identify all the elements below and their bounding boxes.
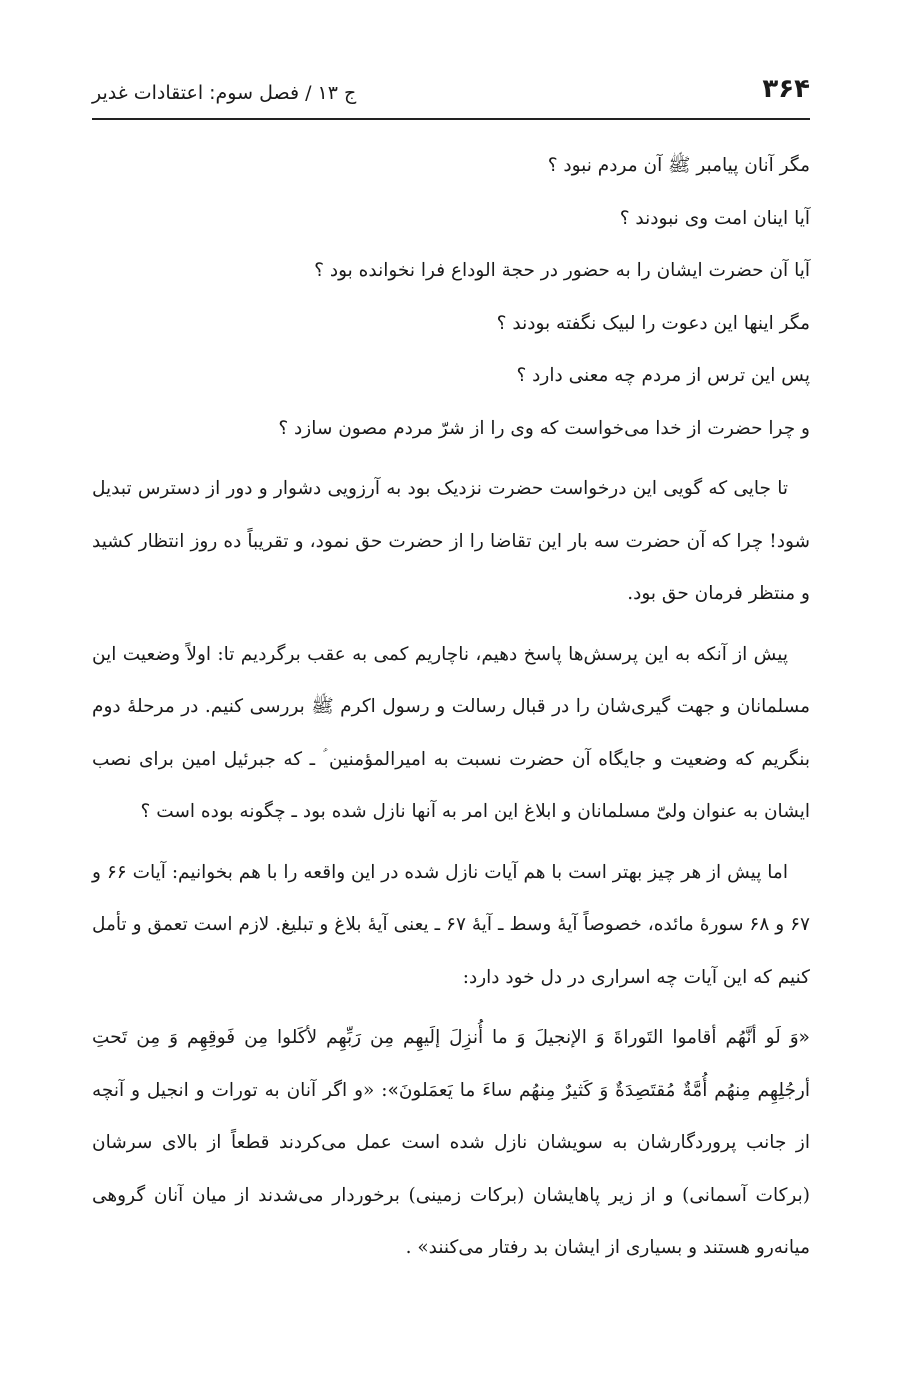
verse-translation: «و اگر آنان به تورات و انجیل و آنچه از جانب پروردگارشان به سویشان نازل شده است عمل می‌کردند قطعاً از بالای سرشان (برکات آسمانی) و از زیر پاهایشان (برکات زمینی) برخوردار می‌شدند از میان آنان گروهی میانه‌رو هستند و بسیاری از ایشان بد رفتار می‌کنند» . bbox=[92, 1079, 810, 1258]
paragraph-verses-intro: اما پیش از هر چیز بهتر است با هم آیات نازل شده در این واقعه را با هم بخوانیم: آیات ۶۶ و ۶۷ و ۶۸ سورهٔ مائده، خصوصاً آیهٔ وسط ـ آیهٔ ۶۷ ـ یعنی آیهٔ بلاغ و تبلیغ. لازم است تعمق و تأمل کنیم که این آیات چه اسراری در دل خود دارد: bbox=[92, 861, 810, 988]
page-body bbox=[92, 140, 810, 1275]
question-item: مگر اینها این دعوت را لبیک نگفته بودند ؟ bbox=[496, 312, 810, 334]
page-header bbox=[92, 72, 810, 116]
question-item: آیا اینان امت وی نبودند ؟ bbox=[619, 207, 810, 229]
verse-paragraph bbox=[92, 1012, 810, 1275]
question-item: و چرا حضرت از خدا می‌خواست که وی را از شرّ مردم مصون سازد ؟ bbox=[278, 417, 810, 439]
verse-separator: : bbox=[374, 1079, 388, 1101]
header-rule bbox=[92, 118, 810, 120]
quran-verse: «وَ لَو أنَّهُم أقاموا التَوراةَ وَ الإنجيلَ وَ ما أُنزِلَ إلَيهِم مِن رَبِّهِم لأكَلوا مِن فَوقِهِم وَ مِن تَحتِ أرجُلِهِم مِنهُم أُمَّةٌ مُقتَصِدَةٌ وَ كَثيرٌ مِنهُم ساءَ ما يَعمَلونَ» bbox=[92, 1027, 810, 1101]
question-item: پس این ترس از مردم چه معنی دارد ؟ bbox=[516, 365, 810, 386]
paragraph-delay: تا جایی که گویی این درخواست حضرت نزدیک بود به آرزویی دشوار و دور از دسترس تبدیل شود! چرا که آن حضرت سه بار این تقاضا را از حضرت حق نمود، و تقریباً ده روز انتظار کشید و منتظر فرمان حق بود. bbox=[92, 478, 810, 604]
question-item: آیا آن حضرت ایشان را به حضور در حجة الوداع فرا نخوانده بود ؟ bbox=[314, 260, 810, 281]
page-number: ۳۶۴ bbox=[762, 74, 810, 104]
question-item: مگر آنان پیامبر ﷺ آن مردم نبود ؟ bbox=[547, 155, 810, 176]
paragraph-background: پیش از آنکه به این پرسش‌ها پاسخ دهیم، ناچاریم کمی به عقب برگردیم تا: اولاً وضعیت این مسلمانان و جهت گیری‌شان را در قبال رسالت و رسول اکرم ﷺ بررسی کنیم. در مرحلهٔ دوم بنگریم که وضعیت و جایگاه آن حضرت نسبت به امیرالمؤمنین ؑ ـ که جبرئیل امین برای نصب ایشان به عنوان ولیّ مسلمانان و ابلاغ این امر به آنها نازل شده بود ـ چگونه بوده است ؟ bbox=[92, 643, 810, 822]
running-title: ج ۱۳ / فصل سوم: اعتقادات غدیر bbox=[92, 82, 357, 104]
question-list bbox=[92, 140, 810, 455]
